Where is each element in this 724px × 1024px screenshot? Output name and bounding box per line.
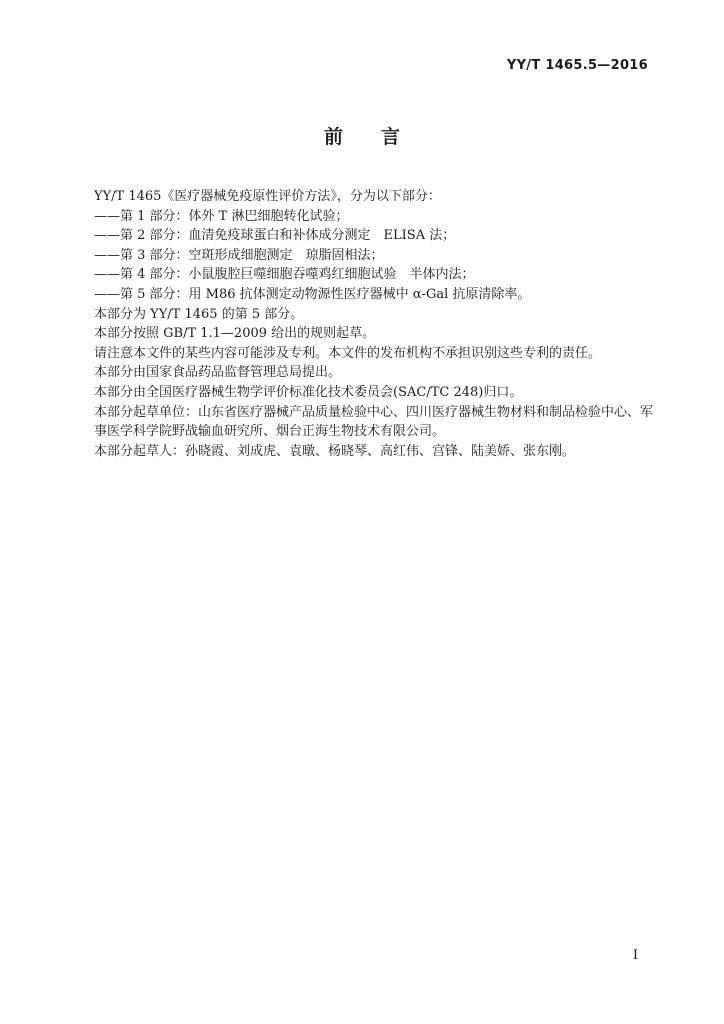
list-item-part-2: ——第 2 部分：血清免疫球蛋白和补体成分测定 ELISA 法； — [94, 228, 456, 244]
paragraph-patent-notice: 请注意本文件的某些内容可能涉及专利。本文件的发布机构不承担识别这些专利的责任。 — [94, 345, 602, 361]
page-title: 前言 — [323, 126, 438, 148]
foreword-body — [94, 187, 654, 461]
paragraph-intro: YY/T 1465《医疗器械免疫原性评价方法》，分为以下部分： — [94, 189, 441, 204]
list-item-part-3: ——第 3 部分：空斑形成细胞测定 琼脂固相法； — [94, 247, 384, 263]
paragraph-committee: 本部分由全国医疗器械生物学评价标准化技术委员会(SAC/TC 248)归口。 — [94, 384, 523, 400]
list-item-part-1: ——第 1 部分：体外 T 淋巴细胞转化试验； — [94, 208, 349, 224]
page-number: I — [632, 948, 638, 963]
paragraph-drafters: 本部分起草人：孙晓霞、刘成虎、袁暾、杨晓琴、高红伟、宫锋、陆美娇、张东刚。 — [94, 443, 576, 459]
paragraph-drafting-rules: 本部分按照 GB/T 1.1—2009 给出的规则起草。 — [94, 326, 376, 342]
paragraph-proposer: 本部分由国家食品药品监督管理总局提出。 — [94, 365, 342, 381]
list-item-part-4: ——第 4 部分：小鼠腹腔巨噬细胞吞噬鸡红细胞试验 半体内法； — [94, 267, 475, 283]
list-item-part-5: ——第 5 部分：用 M86 抗体测定动物源性医疗器械中 α-Gal 抗原清除率。 — [94, 286, 531, 302]
standard-code: YY/T 1465.5—2016 — [506, 58, 648, 73]
paragraph-part-statement: 本部分为 YY/T 1465 的第 5 部分。 — [94, 306, 304, 322]
paragraph-drafting-units: 本部分起草单位：山东省医疗器械产品质量检验中心、四川医疗器械生物材料和制品检验中心、军事医学科学院野战输血研究所、烟台正海生物技术有限公司。 — [94, 404, 654, 440]
